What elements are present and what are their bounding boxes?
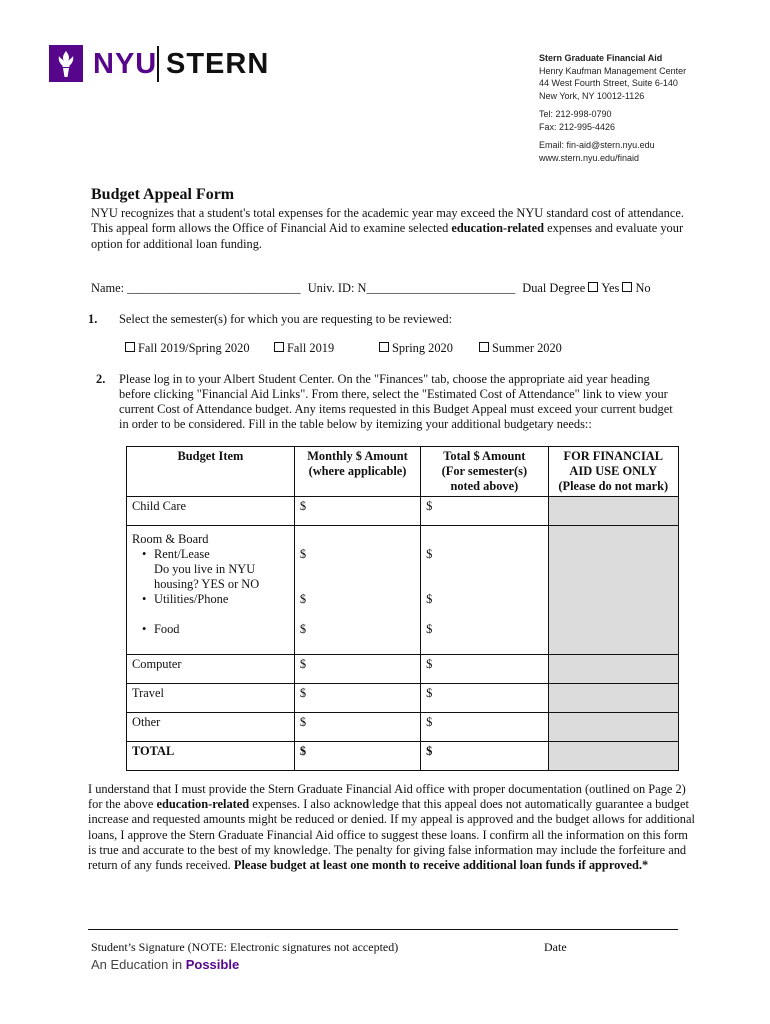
table-header-row	[127, 447, 679, 497]
checkbox[interactable]	[274, 342, 284, 352]
name-label: Name:	[91, 281, 125, 295]
monthly-amount-cell[interactable]: $	[294, 713, 420, 742]
rent-item: • Rent/Lease	[132, 547, 289, 562]
office-name: Stern Graduate Financial Aid	[539, 53, 663, 63]
table-row	[127, 742, 679, 771]
acknowledgement-text: I understand that I must provide the Stern Graduate Financial Aid office with proper documentation (outlined on Page 2) for the above education-related expenses. I also acknowledge that this appeal does not automatically guarantee a budget increase and requested amounts might be reduced or denied. If my appeal is approved and the budget allows for additional loans, I approve the Stern Graduate Financial Aid office to suggest these loans. I confirm all the information on this form is true and accurate to the best of my knowledge. The penalty for giving false information may include the forfeiture and return of any funds received. Please budget at least one month to receive additional loan funds if approved.*	[88, 782, 695, 873]
logo-nyu-text: NYU	[93, 48, 158, 80]
contact-block	[539, 52, 759, 164]
form-intro: NYU recognizes that a student's total expenses for the academic year may exceed the NYU standard cost of attendance. This appeal form allows the Office of Financial Aid to examine selected education-related expenses and evaluate your option for additional loan funding.	[91, 206, 684, 251]
semester-option-fall-spring[interactable]: Fall 2019/Spring 2020	[125, 341, 250, 356]
food-item: • Food	[132, 622, 289, 637]
fa-use-cell	[548, 742, 678, 771]
header-budget-item: Budget Item	[127, 447, 295, 497]
office-fax: Fax: 212-995-4426	[539, 121, 616, 132]
fa-use-cell	[548, 526, 678, 655]
table-row	[127, 684, 679, 713]
office-city: New York, NY 10012-1126	[539, 90, 645, 101]
grand-total-cell[interactable]: $	[421, 742, 548, 771]
total-amount-cells[interactable]: $ $ $	[421, 526, 548, 655]
dual-degree-label: Dual Degree	[522, 281, 586, 295]
monthly-amount-cell[interactable]: $	[294, 684, 420, 713]
fa-use-cell	[548, 684, 678, 713]
table-row	[127, 497, 679, 526]
logo-stern-text: STERN	[166, 48, 270, 80]
header-total: Total $ Amount (For semester(s) noted above)	[421, 447, 548, 497]
dual-degree-yes-checkbox[interactable]	[588, 282, 598, 292]
utilities-item: • Utilities/Phone	[132, 592, 289, 607]
date-label: Date	[544, 940, 567, 954]
monthly-amount-cell[interactable]: $	[294, 497, 420, 526]
name-field[interactable]: ____________________________	[127, 281, 301, 295]
q1-number: 1.	[88, 312, 98, 326]
office-email: Email: fin-aid@stern.nyu.edu	[539, 140, 655, 150]
q1-text: Select the semester(s) for which you are requesting to be reviewed:	[119, 312, 453, 326]
fa-use-cell	[548, 713, 678, 742]
dual-degree-no-checkbox[interactable]	[622, 282, 632, 292]
table-row	[127, 526, 679, 655]
q2-number: 2.	[96, 372, 106, 386]
office-street: 44 West Fourth Street, Suite 6-140	[539, 78, 678, 88]
q2-text: Please log in to your Albert Student Center. On the "Finances" tab, choose the appropriate aid year heading before clicking "Financial Aid Links". From there, select the "Estimated Cost of Attendance" link to view your current Cost of Attendance budget. Any items requested in this Budget Appeal must exceed your current budget in order to be considered. Fill in the table below by itemizing your additional budgetary needs::	[119, 372, 673, 431]
office-web: www.stern.nyu.edu/finaid	[539, 152, 640, 163]
total-amount-cell[interactable]: $	[421, 497, 548, 526]
total-amount-cell[interactable]: $	[421, 713, 548, 742]
checkbox[interactable]	[125, 342, 135, 352]
housing-question: Do you live in NYU housing? YES or NO	[154, 562, 260, 591]
office-center: Henry Kaufman Management Center	[539, 65, 687, 76]
monthly-total-cell[interactable]: $	[294, 742, 420, 771]
header-fa-use: FOR FINANCIAL AID USE ONLY (Please do not mark)	[548, 447, 678, 497]
office-tel: Tel: 212-998-0790	[539, 109, 612, 119]
logo-divider	[157, 46, 159, 82]
univ-id-field[interactable]: ________________________	[366, 281, 516, 295]
form-title: Budget Appeal Form	[91, 186, 235, 203]
semester-option-spring[interactable]: Spring 2020	[379, 341, 453, 356]
row-label-travel: Travel	[127, 684, 295, 713]
monthly-amount-cells[interactable]: $ $ $	[294, 526, 420, 655]
semester-option-fall[interactable]: Fall 2019	[274, 341, 334, 356]
monthly-amount-cell[interactable]: $	[294, 655, 420, 684]
fa-use-cell	[548, 497, 678, 526]
budget-table	[126, 446, 679, 771]
row-label-computer: Computer	[127, 655, 295, 684]
row-label-other: Other	[127, 713, 295, 742]
row-label-child-care: Child Care	[127, 497, 295, 526]
torch-icon	[49, 45, 83, 82]
table-row	[127, 713, 679, 742]
total-amount-cell[interactable]: $	[421, 655, 548, 684]
tagline: An Education in Possible	[91, 957, 240, 972]
univ-id-label: Univ. ID: N	[307, 281, 367, 295]
checkbox[interactable]	[379, 342, 389, 352]
checkbox[interactable]	[479, 342, 489, 352]
no-label: No	[635, 281, 651, 295]
identity-line	[91, 281, 651, 296]
signature-line[interactable]	[88, 929, 678, 930]
semester-option-summer[interactable]: Summer 2020	[479, 341, 562, 356]
nyu-logo-mark	[49, 45, 83, 82]
fa-use-cell	[548, 655, 678, 684]
table-row	[127, 655, 679, 684]
total-amount-cell[interactable]: $	[421, 684, 548, 713]
yes-label: Yes	[601, 281, 620, 295]
signature-label: Student’s Signature (NOTE: Electronic signatures not accepted)	[91, 940, 399, 954]
row-label-total: TOTAL	[127, 742, 295, 771]
row-label-room-board: Room & Board • Rent/Lease Do you live in NYU housing? YES or NO • Utilities/Phone • Food	[127, 526, 295, 655]
header-monthly: Monthly $ Amount (where applicable)	[294, 447, 420, 497]
